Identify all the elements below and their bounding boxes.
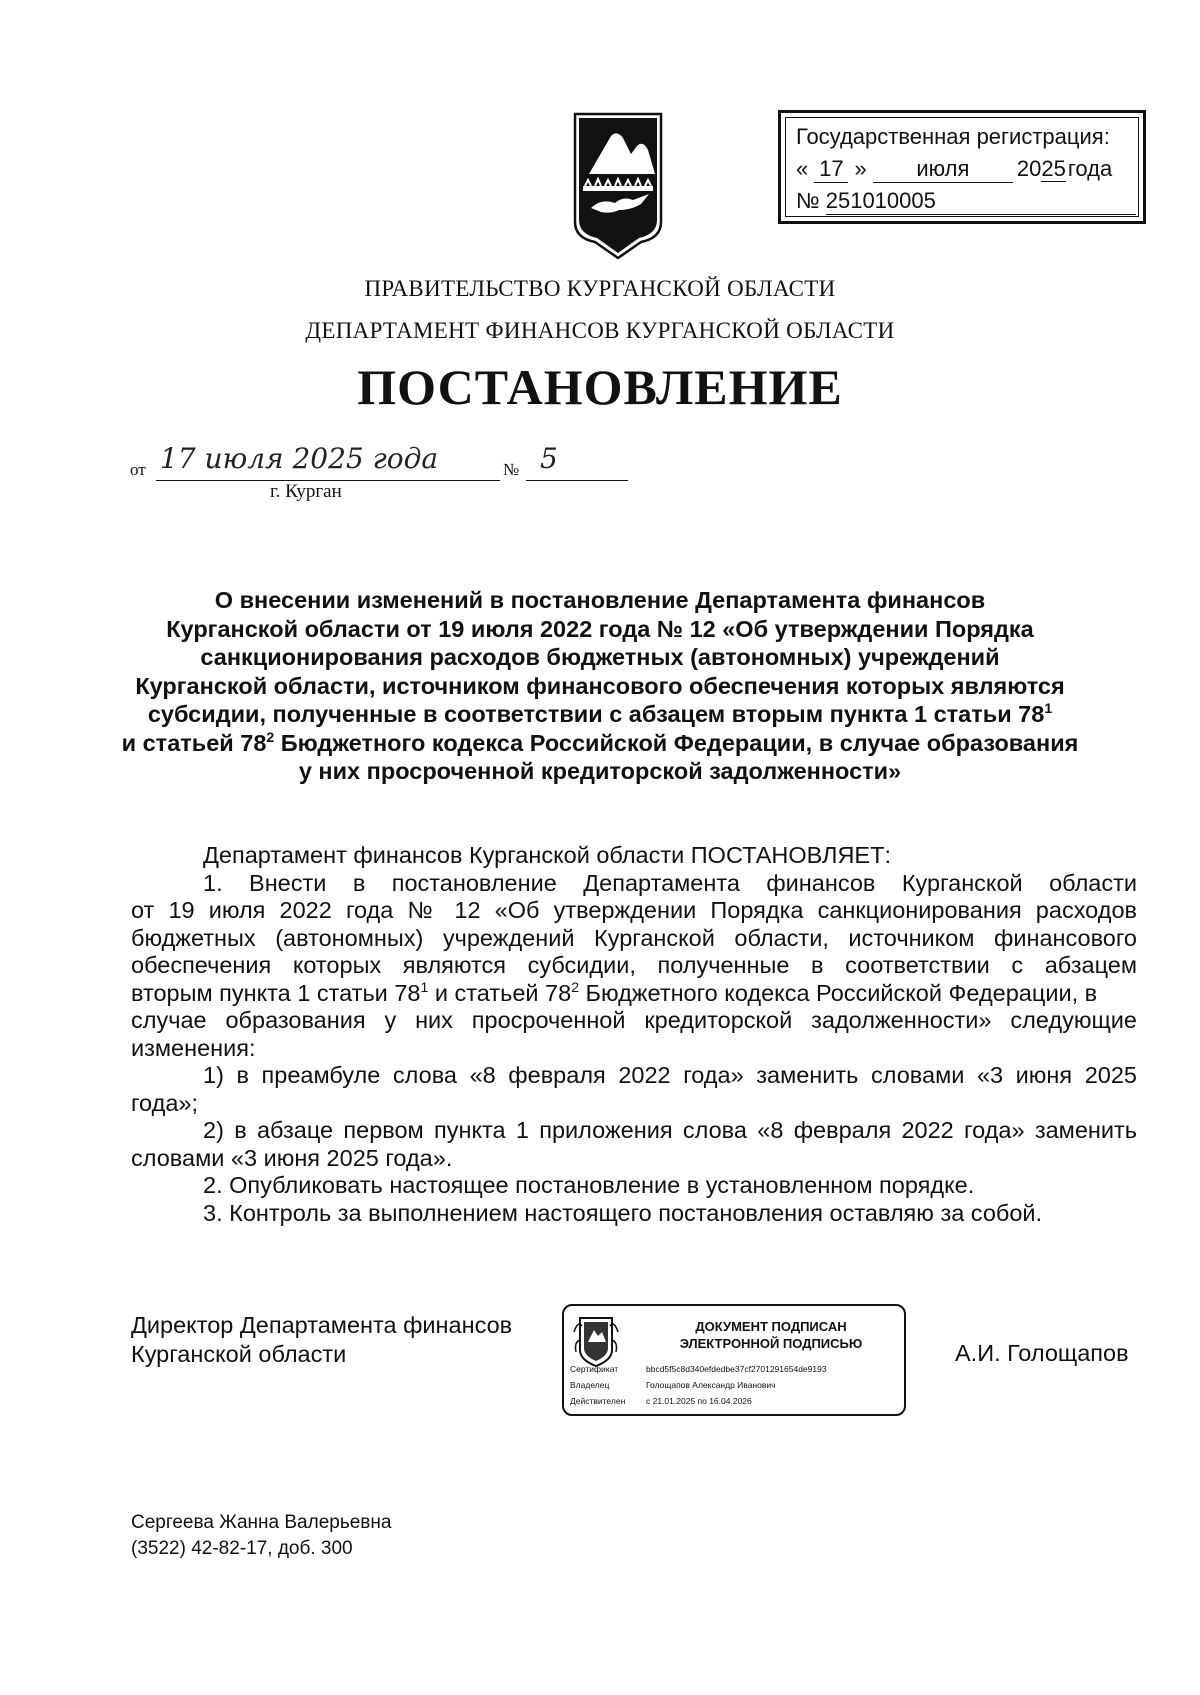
- esig-valid-label: Действителен: [570, 1396, 626, 1406]
- subject-line: О внесении изменений в постановление Департамента финансов: [214, 587, 986, 613]
- body-line: [131, 980, 1137, 1008]
- registration-number-line: [796, 188, 1136, 215]
- handwritten-number: 5: [540, 442, 558, 475]
- esig-cert-row: [570, 1364, 827, 1374]
- esig-title: [644, 1318, 898, 1352]
- body-line: 1) в преамбуле слова «8 февраля 2022 года» заменить словами «3 июня 2025: [203, 1062, 1137, 1088]
- subject-line: Курганской области, источником финансового обеспечения которых являются: [135, 672, 1065, 699]
- subject-line: санкционирования расходов бюджетных (автономных) учреждений: [200, 644, 1000, 670]
- superscript: 2: [266, 728, 275, 745]
- superscript: 2: [571, 978, 580, 995]
- registration-number-label: №: [796, 188, 820, 213]
- esig-valid-row: [570, 1396, 752, 1406]
- body-line: года»;: [131, 1089, 198, 1116]
- subject-line: Курганской области от 19 июля 2022 года № 12 «Об утверждении Порядка: [166, 615, 1034, 642]
- esig-cert-value: bbcd5f5c8d340efdedbe37cf2701291654de9193: [646, 1364, 827, 1374]
- registration-year-word: года: [1067, 156, 1113, 181]
- executor-contact: [131, 1510, 391, 1562]
- executor-phone: (3522) 42-82-17, доб. 300: [131, 1538, 353, 1559]
- subject-line: у них просроченной кредиторской задолженности»: [298, 758, 902, 784]
- body-line: словами «3 июня 2025 года».: [131, 1144, 453, 1171]
- registration-day-close: »: [854, 156, 867, 181]
- electronic-signature-stamp: [562, 1304, 906, 1416]
- registration-year-prefix: 20: [1016, 156, 1042, 181]
- esig-cert-label: Сертификат: [570, 1364, 619, 1374]
- body-line: 1. Внести в постановление Департамента финансов Курганской области: [203, 869, 1137, 896]
- registration-date-line: [796, 156, 1136, 183]
- esig-crest-icon: [572, 1312, 620, 1370]
- superscript: 1: [420, 978, 429, 995]
- body-line: изменения:: [131, 1034, 256, 1061]
- body-text: и статьей 78: [428, 979, 572, 1006]
- registration-day-open: «: [796, 156, 809, 181]
- esig-title-line: ДОКУМЕНТ ПОДПИСАН: [695, 1319, 847, 1334]
- registration-month: июля: [873, 156, 1013, 183]
- esig-owner-row: [570, 1380, 776, 1390]
- body-line: 3. Контроль за выполнением настоящего постановления оставляю за собой.: [203, 1199, 1043, 1226]
- date-from-label: от: [130, 460, 146, 479]
- subject-line: [120, 700, 1080, 729]
- subject-line-text: субсидии, полученные в соответствии с абзацем вторым пункта 1 статьи 78: [147, 701, 1045, 727]
- body-line: 2) в абзаце первом пункта 1 приложения слова «8 февраля 2022 года» заменить: [203, 1117, 1137, 1143]
- registration-year-suffix: 25: [1041, 156, 1066, 181]
- document-type-title: ПОСТАНОВЛЕНИЕ: [357, 359, 843, 415]
- body-text: вторым пункта 1 статьи 78: [131, 979, 421, 1006]
- registration-number: 251010005: [826, 188, 1136, 215]
- body-line: обеспечения которых являются субсидии, полученные в соответствии с абзацем: [131, 952, 1137, 978]
- signatory-position-line: Курганской области: [131, 1341, 347, 1367]
- body-line: бюджетных (автономных) учреждений Курганской области, источником финансового: [131, 924, 1137, 951]
- registration-stamp: [778, 110, 1146, 224]
- doc-number-label: №: [503, 460, 520, 479]
- signatory-position-line: Директор Департамента финансов: [131, 1312, 513, 1338]
- esig-owner-label: Владелец: [570, 1380, 610, 1390]
- dateline: [130, 442, 630, 488]
- body-intro: Департамент финансов Курганской области ПОСТАНОВЛЯЕТ:: [203, 842, 891, 868]
- body-line: от 19 июля 2022 года № 12 «Об утверждении Порядка санкционирования расходов: [131, 897, 1137, 923]
- superscript: 1: [1044, 700, 1053, 717]
- subject-line: [120, 729, 1080, 758]
- handwritten-date: 17 июля 2025 года: [160, 442, 439, 475]
- executor-name: Сергеева Жанна Валерьевна: [131, 1512, 392, 1533]
- subject-line-text: Бюджетного кодекса Российской Федерации, в случае образования: [274, 729, 1079, 756]
- esig-owner-value: Голощапов Александр Иванович: [646, 1380, 776, 1390]
- coat-of-arms-emblem: [571, 110, 665, 260]
- signatory-name: А.И. Голощапов: [955, 1340, 1129, 1366]
- city: г. Курган: [270, 481, 342, 502]
- registration-title: Государственная регистрация:: [796, 124, 1110, 149]
- esig-title-line: ЭЛЕКТРОННОЙ ПОДПИСЬЮ: [679, 1336, 863, 1351]
- government-title: ПРАВИТЕЛЬСТВО КУРГАНСКОЙ ОБЛАСТИ: [364, 276, 836, 301]
- document-body: [131, 842, 1137, 1227]
- body-line: случае образования у них просроченной кредиторской задолженности» следующие: [131, 1007, 1137, 1033]
- department-title: ДЕПАРТАМЕНТ ФИНАНСОВ КУРГАНСКОЙ ОБЛАСТИ: [305, 318, 895, 343]
- body-text: Бюджетного кодекса Российской Федерации, в: [579, 979, 1098, 1006]
- document-subject: [120, 586, 1080, 786]
- signatory-position: [131, 1311, 512, 1369]
- body-line: 2. Опубликовать настоящее постановление в установленном порядке.: [203, 1172, 975, 1198]
- number-underline: [526, 480, 628, 481]
- subject-line-text: и статьей 78: [121, 729, 267, 756]
- esig-valid-value: с 21.01.2025 по 16.04.2026: [646, 1396, 752, 1406]
- registration-day: 17: [814, 156, 848, 183]
